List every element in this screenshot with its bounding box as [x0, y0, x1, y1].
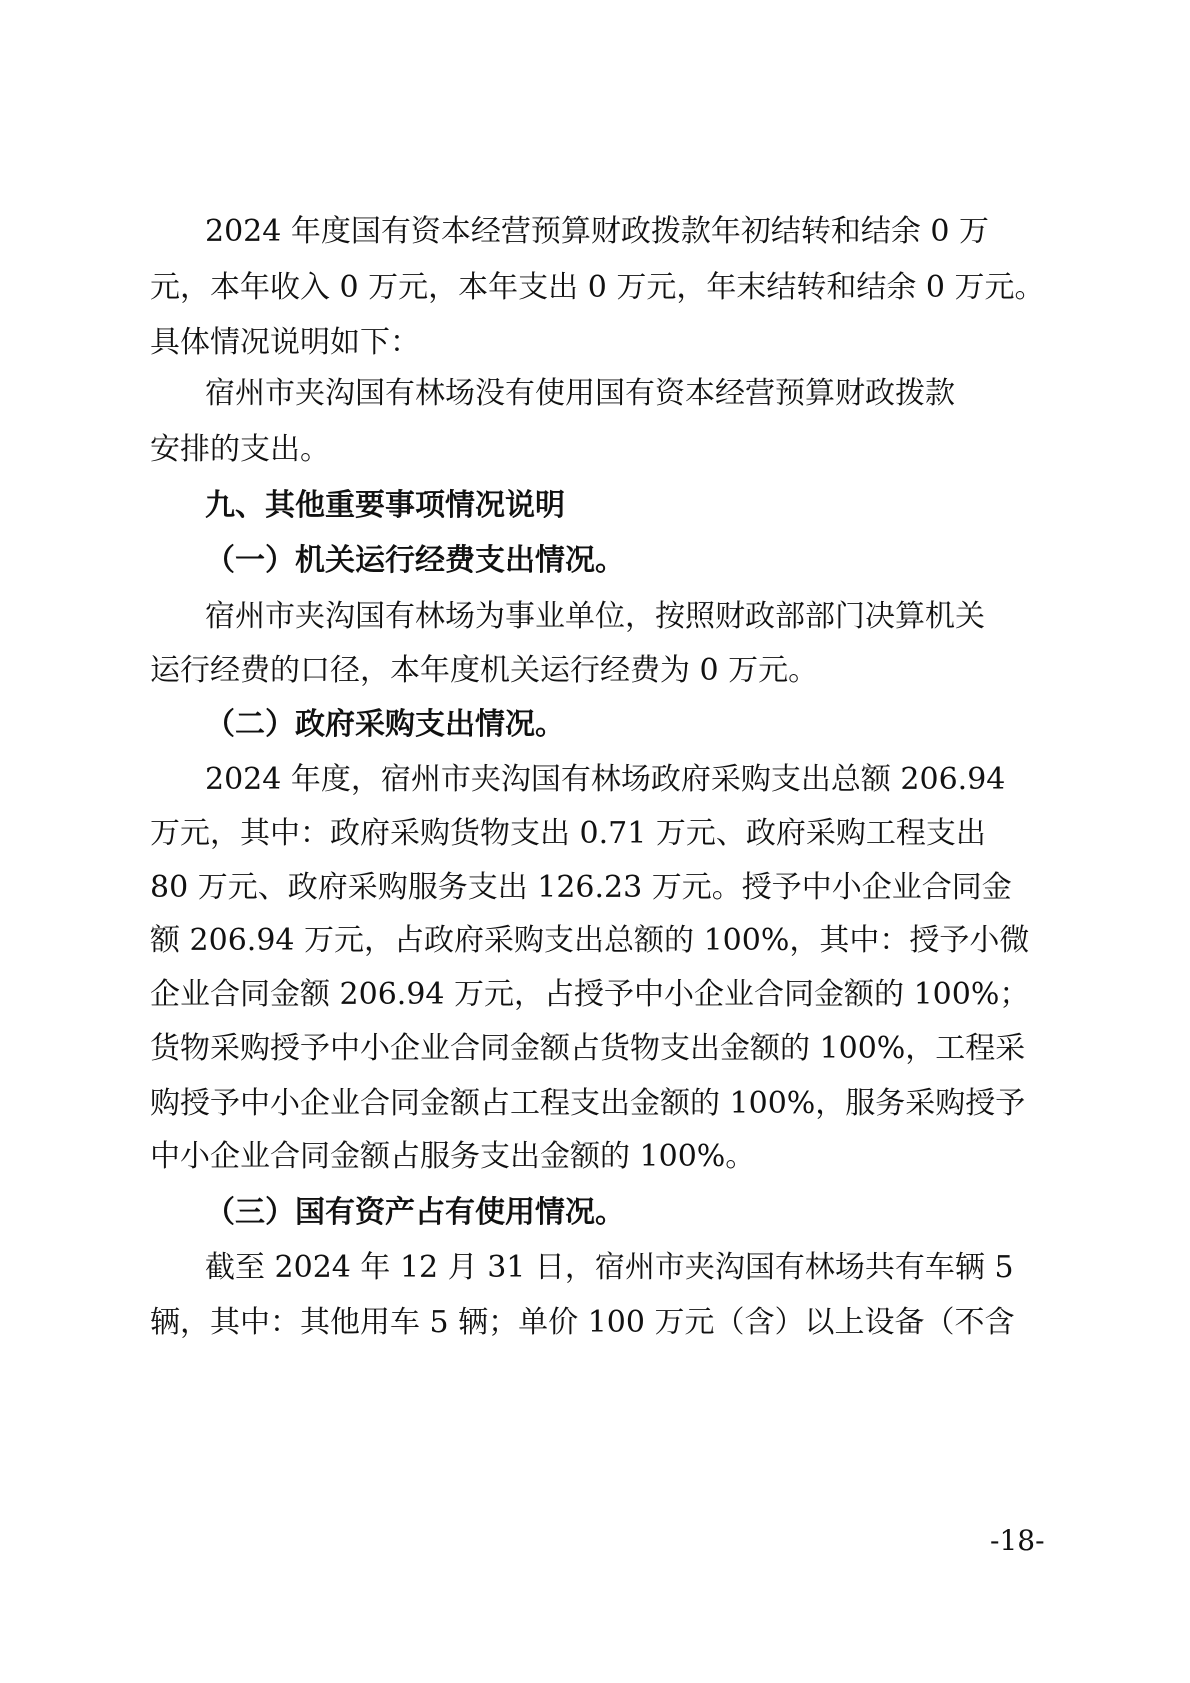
- paragraph-line: 80 万元、政府采购服务支出 126.23 万元。授予中小企业合同金: [150, 870, 1012, 905]
- paragraph-line: 额 206.94 万元，占政府采购支出总额的 100%，其中：授予小微: [150, 923, 1030, 958]
- paragraph-line: 辆，其中：其他用车 5 辆；单价 100 万元（含）以上设备（不含: [150, 1305, 1015, 1340]
- subsection-heading: （三）国有资产占有使用情况。: [205, 1195, 625, 1230]
- paragraph-line: 宿州市夹沟国有林场没有使用国有资本经营预算财政拨款: [205, 376, 955, 411]
- paragraph-line: 2024 年度，宿州市夹沟国有林场政府采购支出总额 206.94: [205, 762, 1006, 797]
- paragraph-line: 截至 2024 年 12 月 31 日，宿州市夹沟国有林场共有车辆 5: [205, 1250, 1014, 1285]
- subsection-heading: （一）机关运行经费支出情况。: [205, 543, 625, 578]
- paragraph-line: 中小企业合同金额占服务支出金额的 100%。: [150, 1139, 756, 1174]
- paragraph-line: 具体情况说明如下：: [150, 325, 420, 360]
- paragraph-line: 宿州市夹沟国有林场为事业单位，按照财政部部门决算机关: [205, 599, 985, 634]
- paragraph-line: 元，本年收入 0 万元，本年支出 0 万元，年末结转和结余 0 万元。: [150, 270, 1045, 305]
- subsection-heading: （二）政府采购支出情况。: [205, 707, 565, 742]
- section-heading: 九、其他重要事项情况说明: [205, 488, 565, 523]
- paragraph-line: 购授予中小企业合同金额占工程支出金额的 100%，服务采购授予: [150, 1086, 1026, 1121]
- paragraph-line: 运行经费的口径，本年度机关运行经费为 0 万元。: [150, 653, 819, 688]
- page-number: -18-: [990, 1524, 1045, 1557]
- paragraph-line: 2024 年度国有资本经营预算财政拨款年初结转和结余 0 万: [205, 214, 990, 249]
- paragraph-line: 企业合同金额 206.94 万元，占授予中小企业合同金额的 100%；: [150, 977, 1030, 1012]
- paragraph-line: 安排的支出。: [150, 432, 330, 467]
- paragraph-line: 万元，其中：政府采购货物支出 0.71 万元、政府采购工程支出: [150, 816, 986, 851]
- paragraph-line: 货物采购授予中小企业合同金额占货物支出金额的 100%，工程采: [150, 1031, 1026, 1066]
